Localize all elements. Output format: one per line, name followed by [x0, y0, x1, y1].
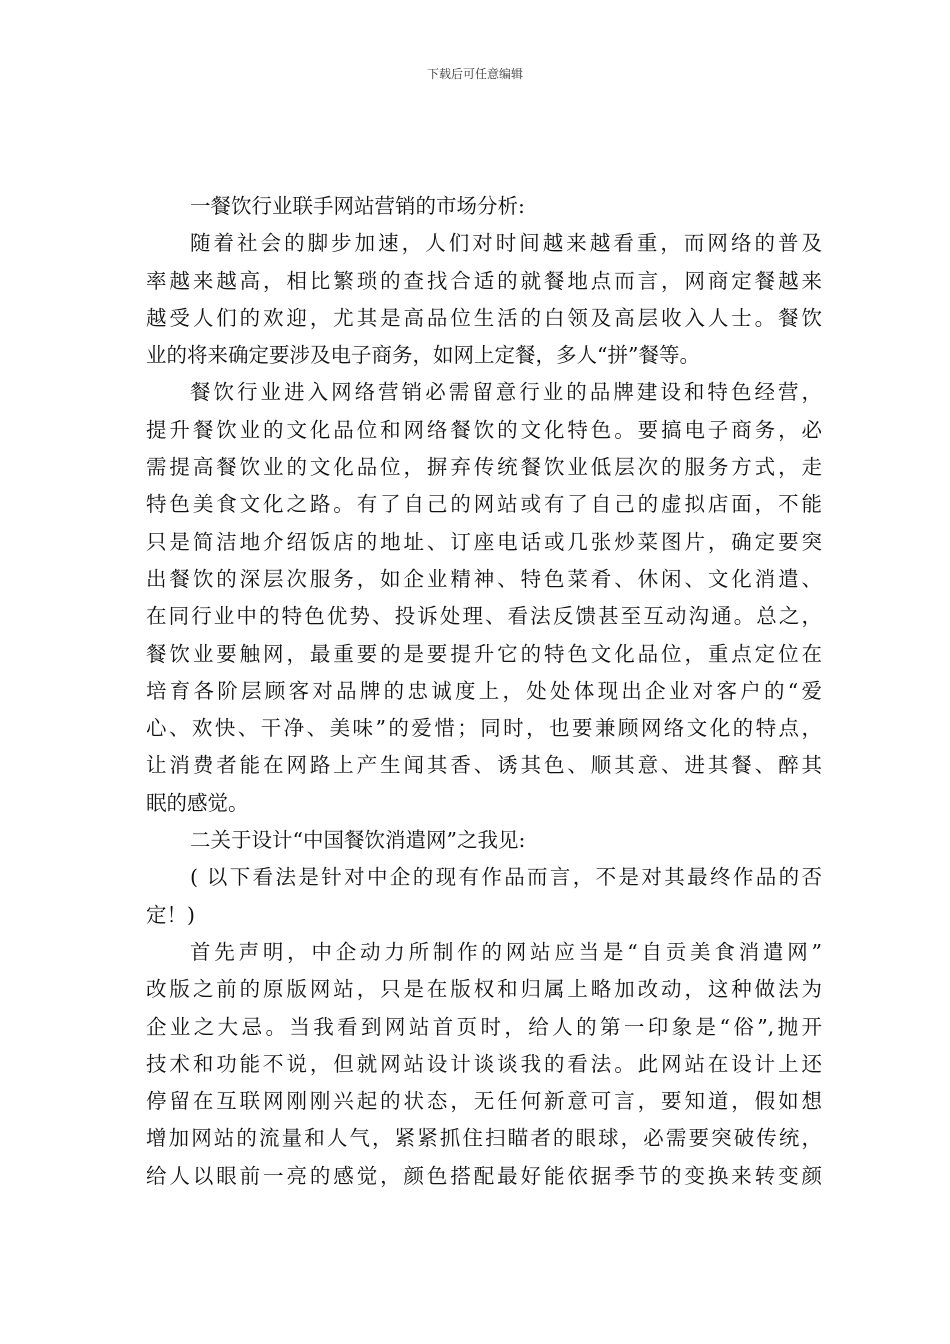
paragraph-line: 越受人们的欢迎，尤其是高品位生活的白领及高层收入人士。餐饮	[146, 305, 822, 330]
paragraph-line: 停留在互联网刚刚兴起的状态，无任何新意可言，要知道，假如想	[146, 1089, 822, 1114]
paragraph-line: 随着社会的脚步加速，人们对时间越来越看重，而网络的普及	[190, 231, 822, 256]
page-header-note: 下载后可任意编辑	[426, 67, 523, 81]
paragraph-line: 在同行业中的特色优势、投诉处理、看法反馈甚至互动沟通。总之，	[146, 604, 822, 629]
paragraph-line: 需提高餐饮业的文化品位，摒弃传统餐饮业低层次的服务方式，走	[146, 455, 822, 480]
paragraph-line: 改版之前的原版网站，只是在版权和归属上略加改动，这种做法为	[146, 977, 822, 1002]
paragraph-line: 增加网站的流量和人气，紧紧抓住扫瞄者的眼球，必需要突破传统，	[146, 1126, 822, 1151]
paragraph-line: 业的将来确定要涉及电子商务，如网上定餐，多人“拼”餐等。	[146, 343, 700, 368]
paragraph-line: 给人以眼前一亮的感觉，颜色搭配最好能依据季节的变换来转变颜	[146, 1163, 822, 1188]
paragraph-line: ( 以下看法是针对中企的现有作品而言，不是对其最终作品的否	[190, 865, 822, 890]
document-body	[146, 188, 822, 1195]
paragraph-line: 出餐饮的深层次服务，如企业精神、特色菜肴、休闲、文化消遣、	[146, 566, 822, 591]
paragraph-line: 餐饮业要触网，最重要的是要提升它的特色文化品位，重点定位在	[146, 641, 822, 666]
paragraph-line: 培育各阶层顾客对品牌的忠诚度上，处处体现出企业对客户的“爱	[146, 678, 822, 703]
section-heading-1: 一餐饮行业联手网站营销的市场分析:	[190, 194, 525, 218]
paragraph-line: 企业之大忌。当我看到网站首页时，给人的第一印象是“俗”,抛开	[146, 1014, 822, 1039]
paragraph-line: 特色美食文化之路。有了自己的网站或有了自己的虚拟店面，不能	[146, 492, 822, 517]
paragraph-line: 餐饮行业进入网络营销必需留意行业的品牌建设和特色经营，	[190, 380, 822, 405]
paragraph-line: 提升餐饮业的文化品位和网络餐饮的文化特色。要搞电子商务，必	[146, 417, 822, 442]
paragraph-line: 眠的感觉。	[146, 790, 249, 815]
paragraph-line: 首先声明，中企动力所制作的网站应当是“自贡美食消遣网”	[190, 939, 822, 964]
paragraph-line: 率越来越高，相比繁琐的查找合适的就餐地点而言，网商定餐越来	[146, 268, 822, 293]
paragraph-line: 只是简洁地介绍饭店的地址、订座电话或几张炒菜图片，确定要突	[146, 529, 822, 554]
paragraph-line: 技术和功能不说，但就网站设计谈谈我的看法。此网站在设计上还	[146, 1051, 822, 1076]
paragraph-line: 定！)	[146, 902, 195, 927]
paragraph-line: 心、欢快、干净、美味”的爱惜；同时，也要兼顾网络文化的特点，	[146, 716, 822, 741]
paragraph-line: 让消费者能在网路上产生闻其香、诱其色、顺其意、进其餐、醉其	[146, 753, 822, 778]
section-heading-2: 二关于设计“中国餐饮消遣网”之我见:	[190, 828, 526, 853]
